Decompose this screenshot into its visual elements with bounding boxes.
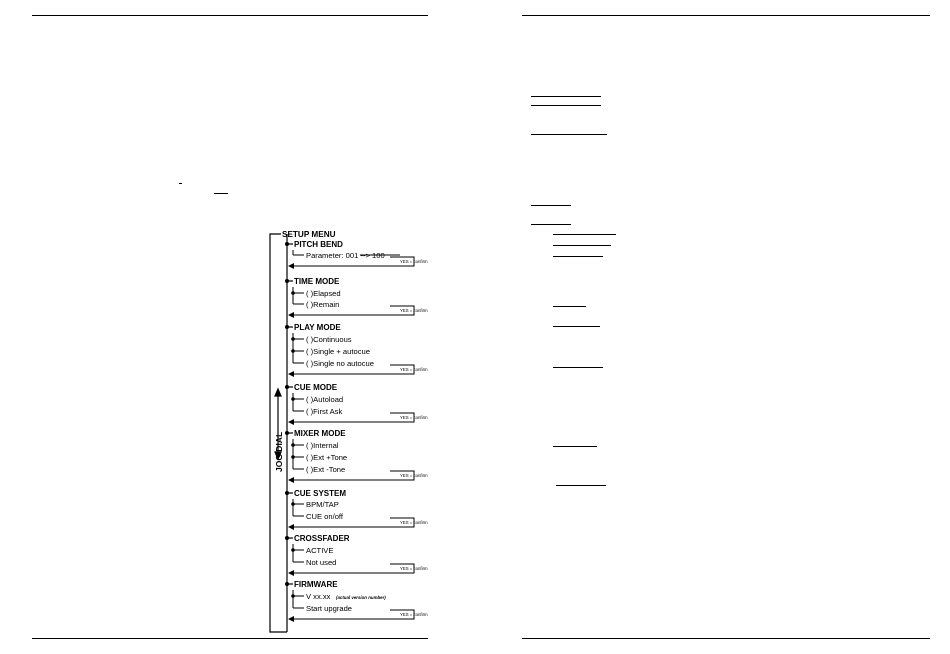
menu-option: ( )Single + autocue — [306, 347, 370, 356]
menu-section — [285, 580, 428, 622]
menu-option: ACTIVE — [306, 546, 334, 555]
menu-section — [285, 489, 428, 530]
confirm-label: YES = confirm — [400, 415, 428, 420]
return-arrowhead — [288, 570, 294, 576]
menu-option: Parameter: 001 --> 100 — [306, 251, 385, 260]
menu-option: Start upgrade — [306, 604, 353, 613]
menu-section — [285, 534, 428, 576]
menu-section-title: TIME MODE — [294, 277, 340, 286]
return-arrowhead — [288, 312, 294, 318]
confirm-label: YES = confirm — [400, 367, 428, 372]
menu-option: CUE on/off — [306, 512, 344, 521]
menu-option: V xx.xx — [306, 592, 331, 601]
menu-option: ( )Ext -Tone — [306, 465, 346, 474]
menu-option: ( )Internal — [306, 441, 339, 450]
confirm-label: YES = confirm — [400, 308, 428, 313]
menu-section — [285, 429, 428, 483]
confirm-label: YES = confirm — [400, 612, 428, 617]
confirm-label: YES = confirm — [400, 520, 428, 525]
menu-option: ( )Elapsed — [306, 289, 341, 298]
menu-section — [285, 240, 428, 269]
menu-section-title: CROSSFADER — [294, 534, 350, 543]
jog-dial-label: JOG DIAL — [274, 431, 284, 472]
return-arrowhead — [288, 419, 294, 425]
menu-option: BPM/TAP — [306, 500, 339, 509]
menu-option: ( )Autoload — [306, 395, 344, 404]
menu-section-title: PITCH BEND — [294, 240, 343, 249]
return-arrowhead — [288, 477, 294, 483]
return-arrowhead — [288, 524, 294, 530]
menu-option: ( )Remain — [306, 300, 340, 309]
menu-section — [285, 383, 428, 425]
menu-section — [285, 277, 428, 318]
menu-option: ( )First Ask — [306, 407, 343, 416]
version-note: (actual version number) — [336, 595, 386, 600]
return-arrowhead — [288, 263, 294, 269]
menu-section-title: MIXER MODE — [294, 429, 346, 438]
menu-option: ( )Single no autocue — [306, 359, 374, 368]
return-arrowhead — [288, 371, 294, 377]
return-arrowhead — [288, 616, 294, 622]
menu-section-title: FIRMWARE — [294, 580, 338, 589]
setup-menu-title: SETUP MENU — [282, 230, 336, 239]
confirm-label: YES = confirm — [400, 566, 428, 571]
menu-option: Not used — [306, 558, 337, 567]
menu-section-title: CUE SYSTEM — [294, 489, 347, 498]
confirm-label: YES = confirm — [400, 473, 428, 478]
menu-section-title: CUE MODE — [294, 383, 338, 392]
menu-section — [285, 323, 428, 377]
menu-option: ( )Continuous — [306, 335, 352, 344]
menu-option: ( )Ext +Tone — [306, 453, 348, 462]
confirm-label: YES = confirm — [400, 259, 428, 264]
menu-section-title: PLAY MODE — [294, 323, 341, 332]
